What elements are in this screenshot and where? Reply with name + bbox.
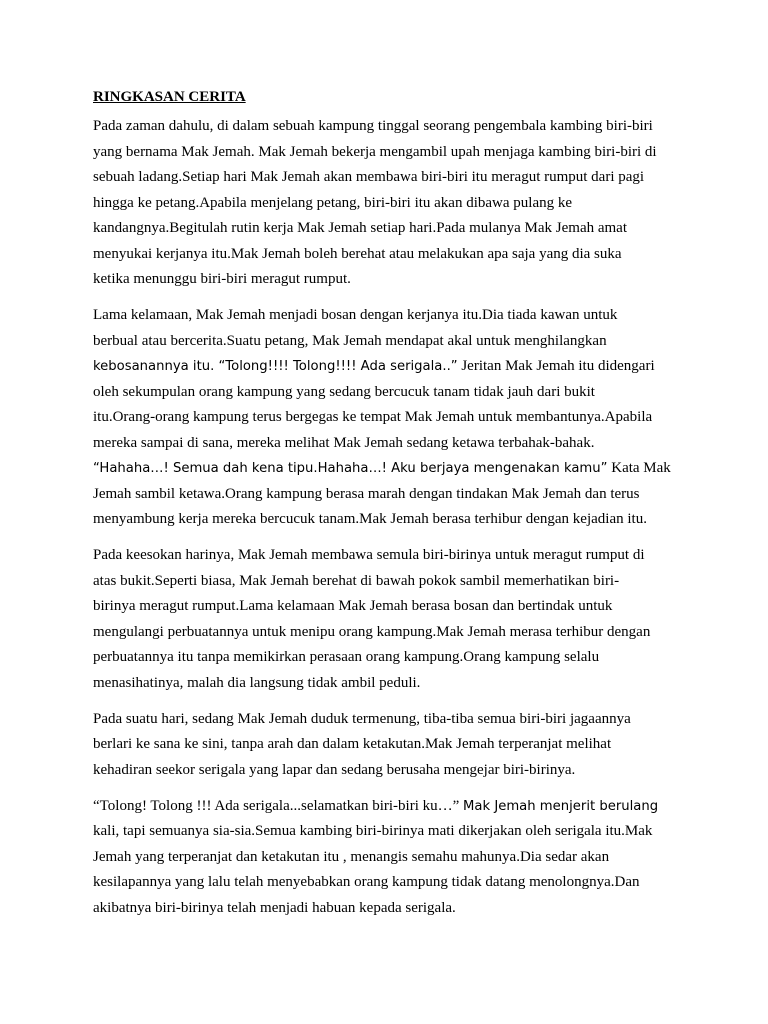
text-line [93, 594, 683, 620]
text-line [93, 329, 683, 355]
narrative-text: hingga ke petang.Apabila menjelang petang, biri-biri itu akan dibawa pulang ke [93, 194, 573, 211]
text-line [93, 482, 683, 508]
narrative-text: itu.Orang-orang kampung terus bergegas ke tempat Mak Jemah untuk membantunya.Apabila [93, 409, 653, 425]
document-content [93, 86, 683, 932]
text-line [93, 620, 683, 646]
narrative-text: Pada zaman dahulu, di dalam sebuah kampung tinggal seorang pengembala kambing biri-biri [93, 118, 653, 134]
text-line [93, 140, 683, 166]
text-line [93, 191, 683, 217]
text-line [93, 431, 683, 457]
narrative-text: akibatnya biri-birinya telah menjadi habuan kepada serigala. [93, 899, 456, 916]
narrative-text: kehadiran seekor serigala yang lapar dan sedang berusaha mengejar biri-birinya. [93, 761, 576, 778]
text-line [93, 456, 683, 482]
text-line [93, 870, 683, 896]
text-line [93, 819, 683, 845]
text-line [93, 758, 683, 784]
narrative-text: oleh sekumpulan orang kampung yang sedang bercucuk tanam tidak jauh dari bukit [93, 383, 595, 400]
text-line [93, 707, 683, 733]
paragraph [93, 794, 683, 922]
text-line [93, 380, 683, 406]
narrative-text: Jemah sambil ketawa.Orang kampung berasa marah dengan tindakan Mak Jemah dan terus [93, 485, 640, 502]
narrative-text: Kata Mak [607, 460, 671, 476]
narrative-text: birinya meragut rumput.Lama kelamaan Mak Jemah berasa bosan dan bertindak untuk [93, 598, 613, 614]
text-line [93, 242, 683, 268]
narrative-text: menasihatinya, malah dia langsung tidak ambil peduli. [93, 674, 421, 691]
text-line [93, 543, 683, 569]
text-line [93, 507, 683, 533]
narrative-text: perbuatannya itu tanpa memikirkan perasaan orang kampung.Orang kampung selalu [93, 649, 600, 665]
text-line [93, 671, 683, 697]
text-line [93, 165, 683, 191]
text-line [93, 732, 683, 758]
dialogue-text: “Hahaha…! Semua dah kena tipu.Hahaha…! Aku berjaya mengenakan kamu” [93, 461, 608, 476]
paragraph [93, 707, 683, 784]
narrative-text: kesilapannya yang lalu telah menyebabkan orang kampung tidak datang menolongnya.Dan [93, 874, 640, 890]
narrative-text: kandangnya.Begitulah rutin kerja Mak Jemah setiap hari.Pada mulanya Mak Jemah amat [93, 220, 628, 236]
narrative-text: berlari ke sana ke sini, tanpa arah dan dalam ketakutan.Mak Jemah terperanjat melihat [93, 736, 612, 752]
paragraph-container [93, 114, 683, 921]
text-line [93, 303, 683, 329]
narrative-text: ketika menunggu biri-biri meragut rumput. [93, 271, 351, 287]
text-line [93, 794, 683, 820]
narrative-text: Lama kelamaan, Mak Jemah menjadi bosan dengan kerjanya itu.Dia tiada kawan untuk [93, 307, 618, 323]
text-line [93, 896, 683, 922]
narrative-text: atas bukit.Seperti biasa, Mak Jemah berehat di bawah pokok sambil memerhatikan biri- [93, 572, 620, 589]
narrative-text: mereka sampai di sana, mereka melihat Mak Jemah sedang ketawa terbahak-bahak. [93, 434, 595, 451]
text-line [93, 845, 683, 871]
narrative-text: Jeritan Mak Jemah itu didengari [457, 358, 655, 374]
narrative-text: menyukai kerjanya itu.Mak Jemah boleh berehat atau melakukan apa saja yang dia suka [93, 245, 622, 262]
narrative-text: sebuah ladang.Setiap hari Mak Jemah akan membawa biri-biri itu meragut rumput dari pagi [93, 169, 645, 185]
narrative-text: berbual atau bercerita.Suatu petang, Mak Jemah mendapat akal untuk menghilangkan [93, 332, 607, 349]
text-line [93, 354, 683, 380]
narrative-text: Pada keesokan harinya, Mak Jemah membawa semula biri-birinya untuk meragut rumput di [93, 547, 645, 563]
paragraph [93, 114, 683, 293]
text-line [93, 405, 683, 431]
document-title: RINGKASAN CERITA [93, 89, 246, 105]
narrative-text: kali, tapi semuanya sia-sia.Semua kambing biri-birinya mati dikerjakan oleh serigala itu.Mak [93, 823, 653, 839]
narrative-text: Pada suatu hari, sedang Mak Jemah duduk termenung, tiba-tiba semua biri-biri jagaannya [93, 710, 631, 727]
text-line [93, 114, 683, 140]
narrative-text: yang bernama Mak Jemah. Mak Jemah bekerja mengambil upah menjaga kambing biri-biri di [93, 143, 657, 160]
narrative-text: “Tolong! Tolong !!! Ada serigala...selamatkan biri-biri ku…” [93, 797, 464, 814]
text-line [93, 216, 683, 242]
narrative-text: menyambung kerja mereka bercucuk tanam.Mak Jemah berasa terhibur dengan kejadian itu. [93, 511, 647, 527]
text-line [93, 645, 683, 671]
narrative-text: mengulangi perbuatannya untuk menipu orang kampung.Mak Jemah merasa terhibur dengan [93, 623, 651, 640]
paragraph [93, 543, 683, 696]
text-line [93, 267, 683, 293]
dialogue-text: Mak Jemah menjerit berulang [463, 798, 659, 814]
text-line [93, 569, 683, 595]
narrative-text: Jemah yang terperanjat dan ketakutan itu , menangis semahu mahunya.Dia sedar akan [93, 848, 610, 865]
dialogue-text: kebosanannya itu. “Tolong!!!! Tolong!!!! Ada serigala..” [93, 359, 458, 374]
paragraph [93, 303, 683, 533]
